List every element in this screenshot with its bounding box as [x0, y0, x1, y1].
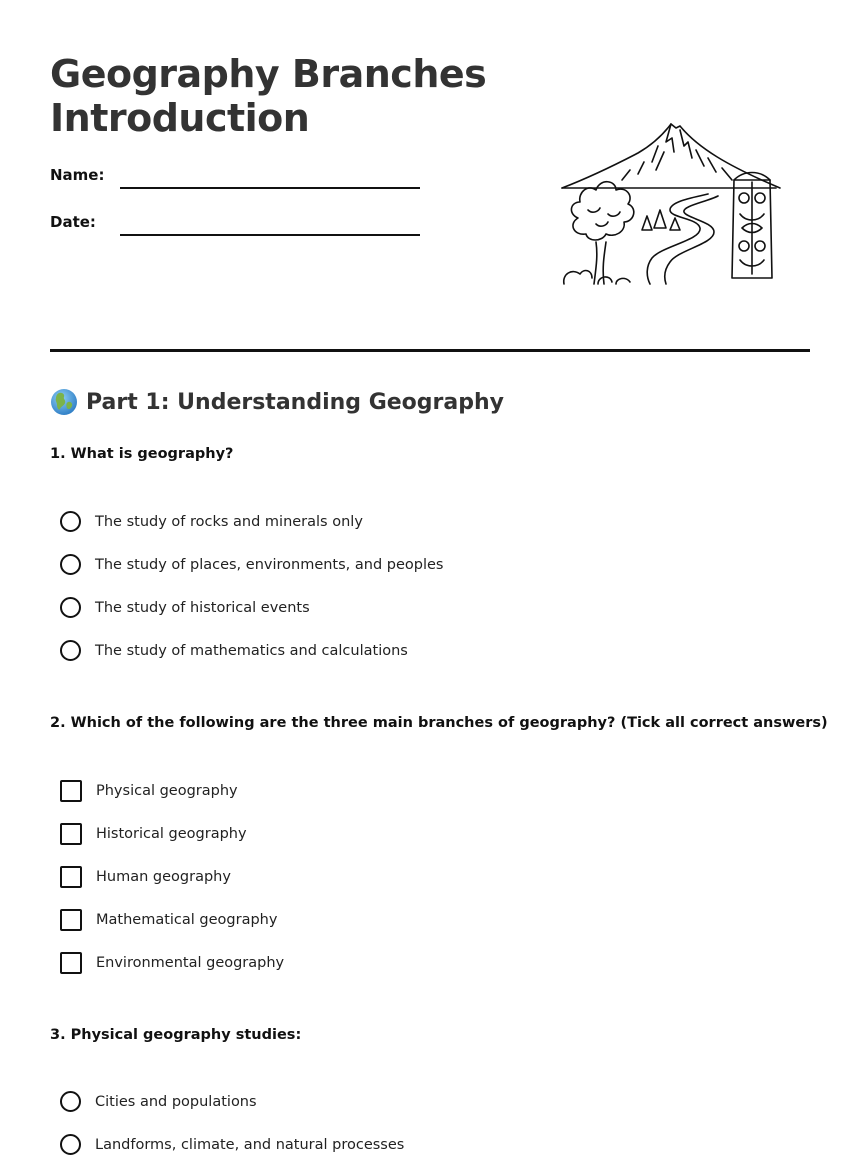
q1-option-3[interactable]: [60, 597, 310, 618]
mountain-river-landscape-icon: [558, 118, 784, 286]
q2-option-5[interactable]: [60, 952, 284, 974]
q1-option-4[interactable]: [60, 640, 408, 661]
radio-button[interactable]: [60, 597, 81, 618]
checkbox[interactable]: [60, 823, 82, 845]
question-1: 1. What is geography?: [50, 446, 234, 462]
question-2: 2. Which of the following are the three main branches of geography? (Tick all correct answers): [50, 715, 828, 731]
section-divider: [50, 349, 810, 352]
checkbox[interactable]: [60, 952, 82, 974]
q2-option-3[interactable]: [60, 866, 231, 888]
q3-option-2[interactable]: [60, 1134, 404, 1155]
q2-option-4[interactable]: [60, 909, 277, 931]
checkbox[interactable]: [60, 780, 82, 802]
option-label: Human geography: [96, 869, 231, 885]
worksheet-title: [50, 52, 486, 140]
option-label: Cities and populations: [95, 1093, 257, 1110]
title-line-1: Geography Branches: [50, 52, 487, 96]
date-field[interactable]: [120, 234, 420, 236]
option-label: Landforms, climate, and natural processes: [95, 1136, 405, 1153]
option-label: The study of places, environments, and peoples: [95, 556, 444, 573]
q1-option-2[interactable]: [60, 554, 443, 575]
q1-option-1[interactable]: [60, 511, 363, 532]
radio-button[interactable]: [60, 1134, 81, 1155]
q3-option-1[interactable]: [60, 1091, 257, 1112]
q2-option-1[interactable]: [60, 780, 238, 802]
name-label: Name:: [50, 166, 105, 184]
part1-title: Part 1: Understanding Geography: [86, 389, 504, 415]
option-label: Physical geography: [96, 783, 238, 799]
q2-option-2[interactable]: [60, 823, 247, 845]
option-label: The study of historical events: [95, 599, 310, 616]
radio-button[interactable]: [60, 1091, 81, 1112]
globe-icon: [50, 388, 78, 416]
name-field[interactable]: [120, 187, 420, 189]
option-label: Historical geography: [96, 826, 247, 842]
title-line-2: Introduction: [50, 96, 310, 140]
checkbox[interactable]: [60, 909, 82, 931]
option-label: Mathematical geography: [96, 912, 278, 928]
question-3: 3. Physical geography studies:: [50, 1027, 302, 1043]
option-label: The study of mathematics and calculations: [95, 642, 408, 659]
option-label: Environmental geography: [96, 955, 285, 971]
option-label: The study of rocks and minerals only: [95, 513, 363, 530]
radio-button[interactable]: [60, 640, 81, 661]
radio-button[interactable]: [60, 554, 81, 575]
date-label: Date:: [50, 213, 96, 231]
radio-button[interactable]: [60, 511, 81, 532]
part1-heading: [50, 388, 504, 416]
checkbox[interactable]: [60, 866, 82, 888]
